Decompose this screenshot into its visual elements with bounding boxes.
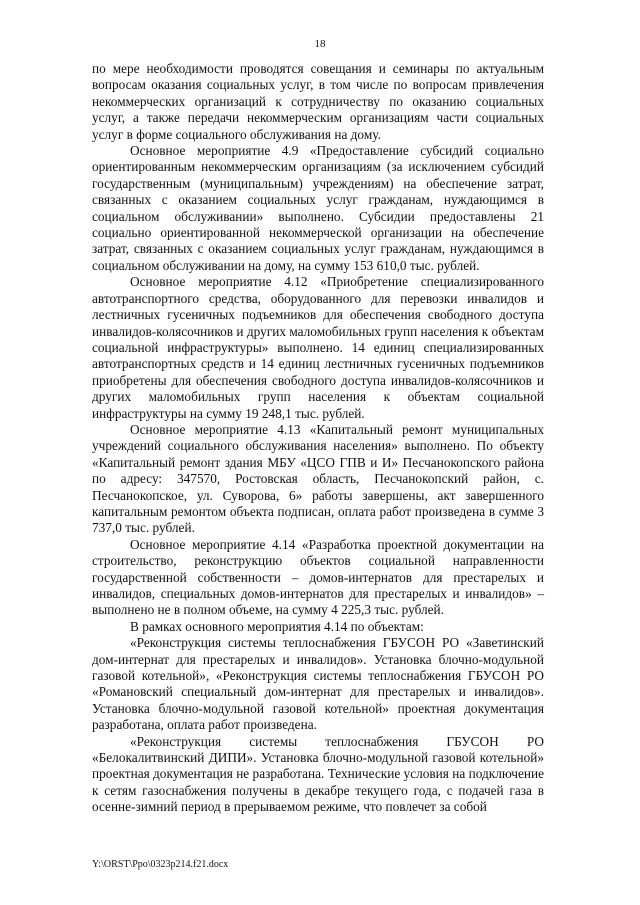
paragraph: Основное мероприятие 4.14 «Разработка проектной документации на строительство, реконструкцию объектов социальной направленности государственной собственности – домов-интернатов для престарелых и инвалидов, специальных домов-интернатов для престарелых и инвалидов» – выполнено не в полном объеме, на сумму 4 225,3 тыс. рублей.: [92, 536, 544, 618]
paragraph: «Реконструкция системы теплоснабжения ГБУСОН РО «Заветинский дом-интернат для престарелых и инвалидов». Установка блочно-модульной газовой котельной», «Реконструкция системы теплоснабжения ГБУСОН РО «Романовский специальный дом-интернат для престарелых и инвалидов». Установка блочно-модульной газовой котельной» проектная документация разработана, оплата работ произведена.: [92, 635, 544, 733]
paragraph: по мере необходимости проводятся совещания и семинары по актуальным вопросам оказания социальных услуг, в том числе по вопросам привлечения некоммерческих организаций к сотрудничеству по оказанию социальных услуг, а также передачи некоммерческим организациям части социальных услуг в форме социального обслуживания на дому.: [92, 61, 544, 142]
paragraph: «Реконструкция системы теплоснабжения ГБУСОН РО «Белокалитвинский ДИПИ». Установка блочно-модульной газовой котельной» проектная документация не разработана. Технические условия на подключение к сетям газоснабжения получены в декабре текущего года, с подачей газа в осенне-зимний период в прерываемом режиме, что повлечет за собой: [92, 733, 544, 815]
paragraph: Основное мероприятие 4.12 «Приобретение специализированного автотранспортного средства, оборудованного для перевозки инвалидов и лестничных гусеничных подъемников для обеспечения свободного доступа инвалидов-колясочников и других маломобильных групп населения к объектам социальной инфраструктуры» выполнено. 14 единиц специализированных автотранспортных средств и 14 единиц лестничных гусеничных подъемников приобретены для обеспечения свободного доступа инвалидов-колясочников и других маломобильных групп населения к объектам социальной инфраструктуры на сумму 19 248,1 тыс. рублей.: [92, 274, 544, 421]
file-path-footer: Y:\ORST\Ppo\0323p214.f21.docx: [92, 859, 229, 870]
paragraph: Основное мероприятие 4.9 «Предоставление субсидий социально ориентированным некоммерческим организациям (за исключением субсидий государственным (муниципальным) учреждениям) на обеспечение затрат, связанных с оказанием социальных услуг гражданам, нуждающимся в социальном обслуживании» выполнено. Субсидии предоставлены 21 социально ориентированной некоммерческой организации на обеспечение затрат, связанных с оказанием социальных услуг гражданам, нуждающимся в социальном обслуживании на дому, на сумму 153 610,0 тыс. рублей.: [92, 143, 544, 273]
paragraph: В рамках основного мероприятия 4.14 по объектам:: [130, 618, 424, 634]
page-number: 18: [314, 38, 326, 50]
paragraph: Основное мероприятие 4.13 «Капитальный ремонт муниципальных учреждений социального обслуживания населения» выполнено. По объекту «Капитальный ремонт здания МБУ «ЦСО ГПВ и И» Песчанокопского района по адресу: 347570, Ростовская область, Песчанокопский район, с. Песчанокопское, ул. Суворова, 6» работы завершены, акт завершенного капитальным ремонтом объекта подписан, оплата работ произведена в сумме 3 737,0 тыс. рублей.: [92, 421, 544, 536]
document-body: [92, 61, 544, 816]
